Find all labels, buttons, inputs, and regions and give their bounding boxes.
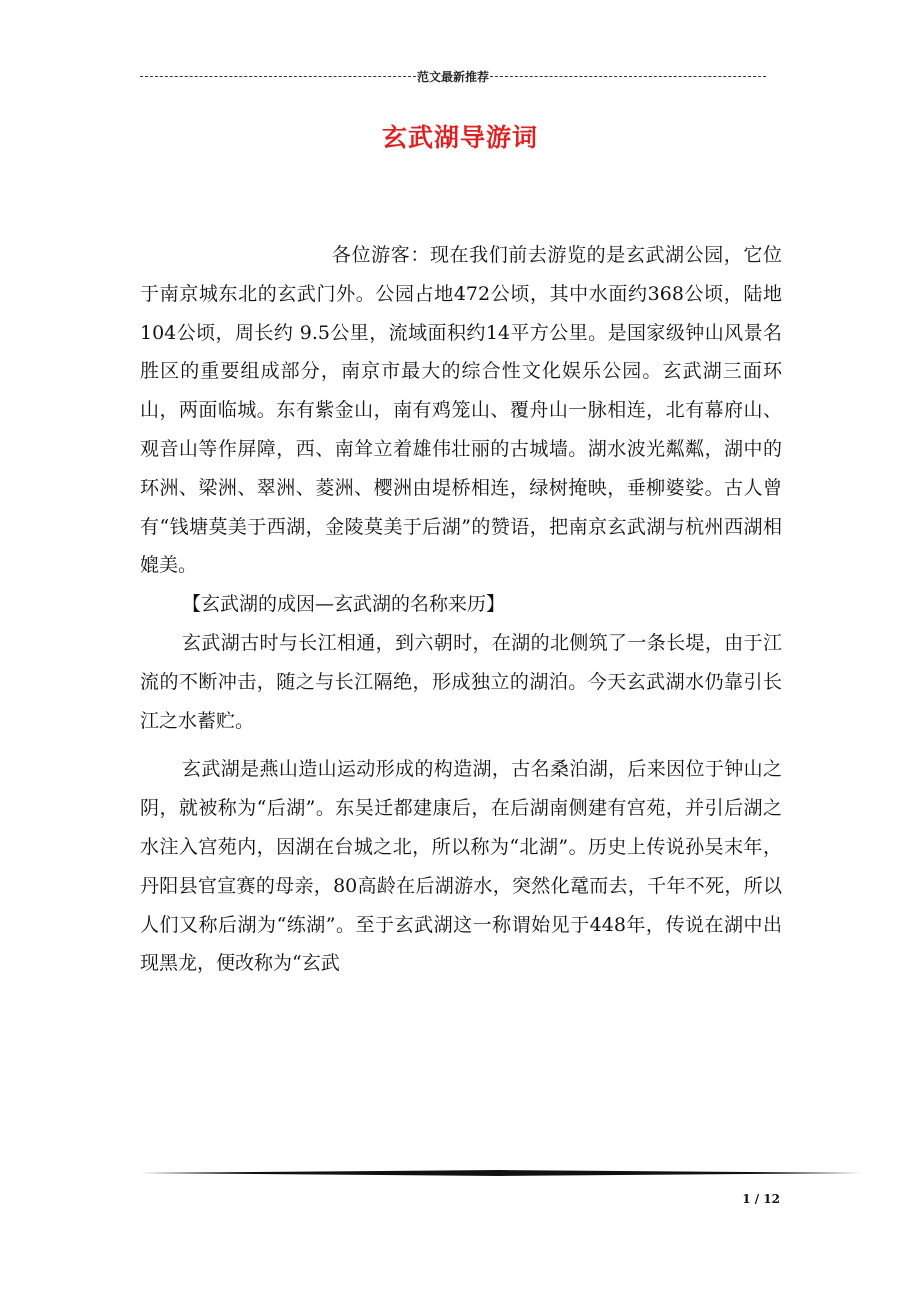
footer-divider [140,1169,862,1177]
paragraph-intro: 各位游客：现在我们前去游览的是玄武湖公园，它位于南京城东北的玄武门外。公园占地472公顷，其中水面约368公顷，陆地104公顷，周长约 9.5公里，流域面积约14平方公里。是国家级钟山风景名胜区的重要组成部分，南京市最大的综合性文化娱乐公园。玄武湖三面环山，两面临城。东有紫金山，南有鸡笼山、覆舟山一脉相连，北有幕府山、观音山等作屏障，西、南耸立着雄伟壮丽的古城墙。湖水波光粼粼，湖中的环洲、梁洲、翠洲、菱洲、樱洲由堤桥相连，绿树掩映，垂柳婆娑。古人曾有“钱塘莫美于西湖，金陵莫美于后湖”的赞语，把南京玄武湖与杭州西湖相媲美。 [140,244,782,577]
page-header [140,66,766,86]
page-number: 1 / 12 [742,1192,780,1206]
paragraph-formation: 玄武湖古时与长江相通，到六朝时，在湖的北侧筑了一条长堤，由于江流的不断冲击，随之与长江隔绝，形成独立的湖泊。今天玄武湖水仍靠引长江之水蓄贮。 [140,631,782,732]
section-heading: 【玄武湖的成因—玄武湖的名称来历】 [182,593,506,616]
header-label: 范文最新推荐 [417,69,490,84]
document-title: 玄武湖导游词 [381,123,538,152]
paragraph-name-origin: 玄武湖是燕山造山运动形成的构造湖，古名桑泊湖，后来因位于钟山之阴，就被称为“后湖”。东吴迁都建康后，在后湖南侧建有宫苑，并引后湖之水注入宫苑内，因湖在台城之北，所以称为“北湖”。历史上传说孙吴末年，丹阳县官宣赛的母亲，80高龄在后湖游水，突然化鼋而去，千年不死，所以人们又称后湖为“练湖”。至于玄武湖这一称谓始见于448年，传说在湖中出现黑龙，便改称为“玄武 [140,758,782,975]
header-dashes-left [140,76,416,77]
header-dashes-right [490,76,766,77]
document-body [140,236,782,983]
